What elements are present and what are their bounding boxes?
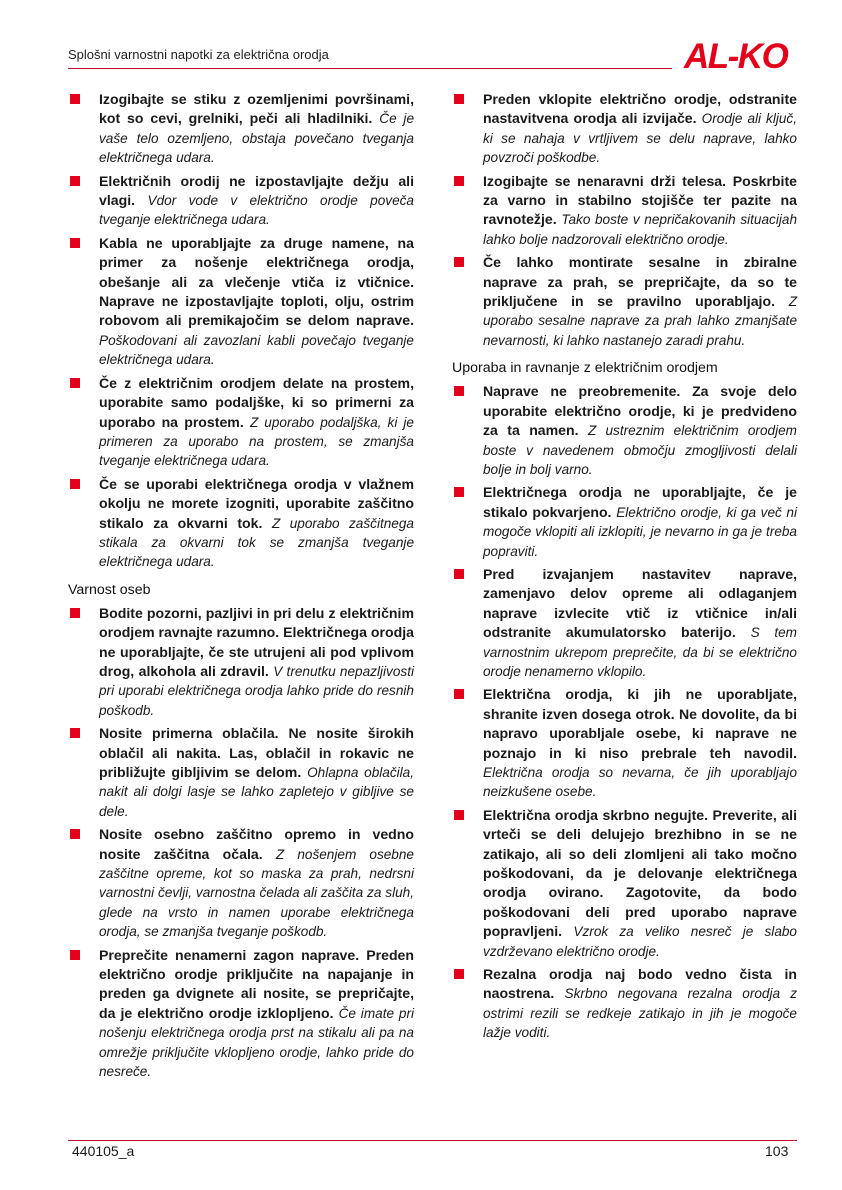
red-square-bullet-icon [454, 94, 464, 104]
instruction-bold: Električnega orodja ne uporabljajte, če je stikalo pokvarjeno. [483, 484, 797, 520]
instruction-bold: Pred izvajanjem nastavitev naprave, zamenjavo delov opreme ali odlaganjem naprave izvlecite vtič iz vtičnice in/ali odstranite akumulatorsko baterijo. [483, 565, 797, 641]
instruction-bold: Električna orodja, ki jih ne uporabljate, shranite izven dosega otrok. Ne dovolite, da bi napravo uporabljale osebe, ki naprave ne poznajo in ki niso prebrale teh navodil. [483, 686, 797, 761]
red-square-bullet-icon [70, 950, 80, 960]
explanation-italic: Ohlapna oblačila, nakit ali dolgi lasje se lahko zapletejo v gibljive se dele. [99, 765, 415, 819]
left-items-top [68, 90, 414, 572]
instruction-bold: Če se uporabi električnega orodja v vlažnem okolju ne morete izogniti, uporabite zaščitno stikalo za okvarni tok. [99, 475, 414, 531]
red-square-bullet-icon [70, 829, 80, 839]
bullet-item [68, 825, 414, 941]
left-column [68, 90, 414, 1086]
explanation-italic: Vzrok za veliko nesreč je slabo vzdrževano električno orodje. [483, 924, 797, 959]
explanation-italic: Skrbno negovana rezalna orodja z ostrimi rezili se redkeje zatikajo in jih je mogoče lažje voditi. [483, 986, 797, 1041]
instruction-bold: Bodite pozorni, pazljivi in pri delu z električnim orodjem ravnajte razumno. Električnega orodja ne uporabljajte, če ste utrujeni ali pod vplivom drog, alkohola ali zdravil. [99, 604, 414, 679]
bullet-item [452, 483, 797, 561]
bullet-item [68, 724, 414, 821]
bullet-item [452, 965, 797, 1043]
explanation-italic: S tem varnostnim ukrepom preprečite, da bi se električno orodje nenamerno vklopilo. [483, 625, 797, 679]
red-square-bullet-icon [70, 94, 80, 104]
red-square-bullet-icon [70, 608, 80, 618]
bullet-item [452, 806, 797, 961]
explanation-italic: Orodje ali ključ, ki se nahaja v vrtljivem se delu naprave, lahko povzroči poškodbe. [483, 111, 797, 166]
section-heading-tool-use: Uporaba in ravnanje z električnim orodjem [452, 360, 718, 377]
bullet-item [452, 382, 797, 479]
instruction-bold: Električnih orodij ne izpostavljajte dežju ali vlagi. [99, 172, 414, 209]
red-square-bullet-icon [454, 257, 464, 267]
explanation-italic: Tako boste v nepričakovanih situacijah lahko bolje nadzorovali električno orodje. [483, 212, 797, 247]
red-square-bullet-icon [70, 728, 80, 738]
bullet-item [68, 172, 414, 230]
instruction-bold: Nosite osebno zaščitno opremo in vedno nosite zaščitna očala. [99, 826, 414, 862]
instruction-bold: Če z električnim orodjem delate na prostem, uporabite samo podaljške, ki so primerni za uporabo na prostem. [99, 374, 414, 430]
explanation-italic: Z uporabo podaljška, ki je primeren za uporabo na prostem, se zmanjša tveganje električnega udara. [99, 414, 414, 469]
explanation-italic: Vdor vode v električno orodje poveča tveganje električnega udara. [99, 193, 414, 228]
red-square-bullet-icon [454, 810, 464, 820]
red-square-bullet-icon [70, 238, 80, 248]
bullet-item [68, 234, 414, 370]
instruction-bold: Rezalna orodja naj bodo vedno čista in naostrena. [483, 966, 797, 1002]
explanation-italic: Če je vaše telo ozemljeno, obstaja povečano tveganja električnega udara. [99, 111, 414, 166]
instruction-bold: Izogibajte se nenaravni drži telesa. Poskrbite za varno in stabilno stojišče ter pazite na ravnotežje. [483, 172, 797, 228]
explanation-italic: Električno orodje, ki ga več ni mogoče vklopiti ali izklopiti, je nevarno in ga je treba popraviti. [483, 504, 797, 559]
instruction-bold: Izogibajte se stiku z ozemljenimi površinami, kot so cevi, grelniki, peči ali hladilniki. [99, 91, 414, 127]
instruction-bold: Naprave ne preobremenite. Za svoje delo uporabite električno orodje, ki je predvideno za ta namen. [483, 383, 797, 439]
al-ko-logo: AL-KO [684, 37, 788, 76]
bullet-item [452, 90, 797, 168]
instruction-bold: Kabla ne uporabljajte za druge namene, na primer za nošenje električnega orodja, obešanje ali za vlečenje vtiča iz vtičnice. Naprave ne izpostavljajte toploti, olju, ostrim robovom ali premikajočim se delom naprave. [99, 234, 414, 329]
bullet-item [68, 90, 414, 168]
red-square-bullet-icon [70, 378, 80, 388]
red-square-bullet-icon [70, 176, 80, 186]
instruction-bold: Če lahko montirate sesalne in zbiralne naprave za prah, se prepričajte, da so te priključene in se pravilno uporabljajo. [483, 254, 797, 310]
red-square-bullet-icon [454, 569, 464, 579]
bullet-item [452, 253, 797, 350]
left-items-bottom [68, 604, 414, 1082]
red-square-bullet-icon [454, 487, 464, 497]
red-square-bullet-icon [454, 969, 464, 979]
header-title: Splošni varnostni napotki za električna orodja [68, 47, 329, 62]
bullet-item [68, 374, 414, 471]
page-number: 103 [765, 1143, 789, 1159]
explanation-italic: Električna orodja so nevarna, če jih uporabljajo neizkušene osebe. [483, 765, 797, 800]
right-column [452, 90, 797, 1047]
instruction-bold: Preprečite nenamerni zagon naprave. Preden električno orodje priključite na napajanje in preden ga dvignete ali nosite, se prepričajte, da je električno orodje izklopljeno. [99, 946, 414, 1021]
red-square-bullet-icon [454, 689, 464, 699]
bullet-item [68, 475, 414, 572]
explanation-italic: Z uporabo sesalne naprave za prah lahko zmanjšate nevarnosti, ki lahko nastanejo zaradi prahu. [483, 294, 798, 348]
document-code: 440105_a [72, 1143, 135, 1159]
right-items-bottom [452, 382, 797, 1042]
explanation-italic: Z ustreznim električnim orodjem boste v navedenem območju zmogljivosti delali bolje in bolj varno. [483, 423, 797, 477]
explanation-italic: Poškodovani ali zavozlani kabli povečajo tveganje električnega udara. [99, 332, 414, 368]
explanation-italic: Z nošenjem osebne zaščitne opreme, kot so maska za prah, nedrsni varnostni čevlji, varnostna čelada ali zaščita za sluh, glede na vrsto in namen uporabe električnega orodja, se zmanjša tveganje poškodb. [99, 846, 414, 940]
red-square-bullet-icon [454, 386, 464, 396]
bullet-item [452, 172, 797, 250]
section-heading-personal-safety: Varnost oseb [68, 581, 151, 598]
instruction-bold: Preden vklopite električno orodje, odstranite nastavitvena orodja ali izvijače. [483, 91, 797, 127]
instruction-bold: Nosite primerna oblačila. Ne nosite širokih oblačil ali nakita. Las, oblačil in rokavic ne približujte gibljivim se delom. [99, 725, 414, 780]
footer-rule [68, 1140, 797, 1141]
bullet-item [452, 565, 797, 681]
explanation-italic: Če imate pri nošenju električnega orodja prst na stikalu ali pa na omrežje priključite vklopljeno orodje, lahko pride do nesreče. [99, 1005, 414, 1080]
bullet-item [68, 946, 414, 1082]
instruction-bold: Električna orodja skrbno negujte. Preverite, ali vrteči se deli delujejo brezhibno in se ne zatikajo, ali so deli zlomljeni ali tako močno poškodovani, da je delovanje električnega orodja ovirano. Zagotovite, da bodo poškodovani deli pred uporabo naprave popravljeni. [483, 806, 797, 940]
header-rule [68, 68, 672, 69]
red-square-bullet-icon [454, 176, 464, 186]
red-square-bullet-icon [70, 479, 80, 489]
bullet-item [68, 604, 414, 720]
right-items-top [452, 90, 797, 350]
explanation-italic: V trenutku nepazljivosti pri uporabi električnega orodja lahko pride do resnih poškodb. [99, 663, 414, 718]
bullet-item [452, 685, 797, 801]
explanation-italic: Z uporabo zaščitnega stikala za okvarni tok se zmanjša tveganje električnega udara. [99, 515, 414, 570]
